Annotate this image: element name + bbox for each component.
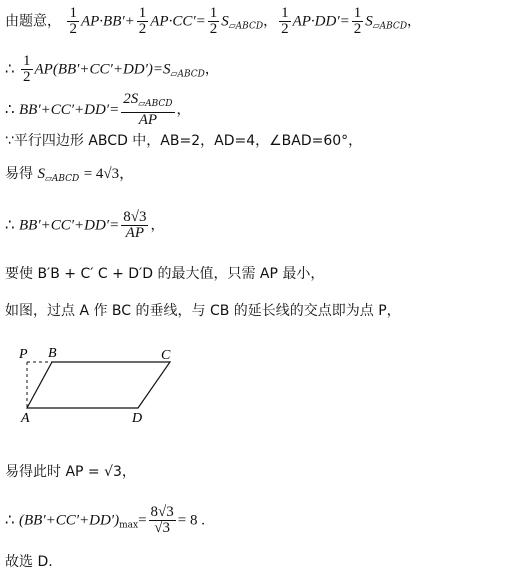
line-6-body: BB′+CC′+DD′= xyxy=(19,217,120,234)
fraction-half-3: $\frac{1}{2}$ xyxy=(209,5,218,37)
line-2 xyxy=(5,54,219,85)
parallelogram-figure xyxy=(10,342,185,431)
line-1-prefix: 由题意， xyxy=(5,13,61,30)
area-symbol-4: S xyxy=(37,166,45,182)
line-11-answer: 故选 D. xyxy=(5,554,53,570)
max-subscript: max xyxy=(119,520,139,531)
line-1 xyxy=(5,6,421,37)
line-7-goal: 要使 B′B + C′ C + D′D 的最大值，只需 AP 最小， xyxy=(5,266,325,282)
area-subscript-2: ▱ABCD xyxy=(372,21,408,32)
fraction-half-2: $\frac{1}{2}$ xyxy=(138,5,147,37)
parallelogram-abcd xyxy=(27,362,170,408)
line-10-end: = 8 . xyxy=(177,512,205,529)
area-subscript-4: ▱ABCD xyxy=(44,174,80,184)
line-1-sep: ， xyxy=(263,13,278,30)
line-6-end: ， xyxy=(150,217,165,234)
area-value: = 4√3， xyxy=(83,166,135,182)
line-10 xyxy=(5,505,205,536)
parallelogram-diagram xyxy=(10,342,185,427)
term-ap-cc: AP·CC′= xyxy=(150,13,206,30)
line-10-eq: = xyxy=(138,512,147,529)
term-ap-dd: AP·DD′= xyxy=(292,13,350,30)
line-3 xyxy=(5,92,191,128)
fraction-half-1: $\frac{1}{2}$ xyxy=(69,5,77,37)
therefore-symbol-2: ∴ xyxy=(5,102,15,118)
line-8-construction: 如图，过点 A 作 BC 的垂线，与 CB 的延长线的交点即为点 P， xyxy=(5,303,401,319)
line-4-given: ∵平行四边形 ABCD 中，AB=2，AD=4，∠BAD=60°， xyxy=(5,133,363,149)
label-c: C xyxy=(161,348,171,363)
line-5-prefix: 易得 xyxy=(5,166,33,182)
fraction-8root3-over-ap: $\frac{8√3}{AP}$ xyxy=(123,209,147,241)
line-2-body: AP(BB′+CC′+DD′)= xyxy=(34,61,164,78)
line-3-body: BB′+CC′+DD′= xyxy=(19,102,120,118)
line-10-body: (BB′+CC′+DD′) xyxy=(19,512,120,529)
label-d: D xyxy=(132,411,143,426)
line-5 xyxy=(5,165,134,188)
line-6 xyxy=(5,210,164,241)
label-p: P xyxy=(19,347,28,362)
therefore-symbol-1: ∴ xyxy=(5,61,15,78)
therefore-symbol-4: ∴ xyxy=(5,512,15,529)
area-subscript-1: ▱ABCD xyxy=(228,21,264,32)
area-symbol-3: S xyxy=(163,61,171,78)
fraction-area-over-ap: $\frac{2S_{▱ABCD}}{AP}$ xyxy=(123,91,173,128)
label-a: A xyxy=(21,411,30,426)
label-b: B xyxy=(48,346,57,361)
area-symbol-1: S xyxy=(221,13,229,30)
fraction-half-6: $\frac{1}{2}$ xyxy=(23,53,31,85)
area-symbol-2: S xyxy=(365,13,373,30)
area-subscript-3: ▱ABCD xyxy=(170,69,205,80)
line-3-end: ， xyxy=(176,102,191,118)
line-1-end: ， xyxy=(407,13,422,30)
therefore-symbol-3: ∴ xyxy=(5,217,15,234)
term-ap-bb: AP·BB′+ xyxy=(80,13,135,30)
line-9-ap-value: 易得此时 AP = √3， xyxy=(5,464,136,480)
fraction-8root3-over-root3: $\frac{8√3}{√3}$ xyxy=(150,504,174,536)
fraction-half-4: $\frac{1}{2}$ xyxy=(281,5,289,37)
line-2-end: ， xyxy=(204,61,219,78)
fraction-half-5: $\frac{1}{2}$ xyxy=(353,5,362,37)
